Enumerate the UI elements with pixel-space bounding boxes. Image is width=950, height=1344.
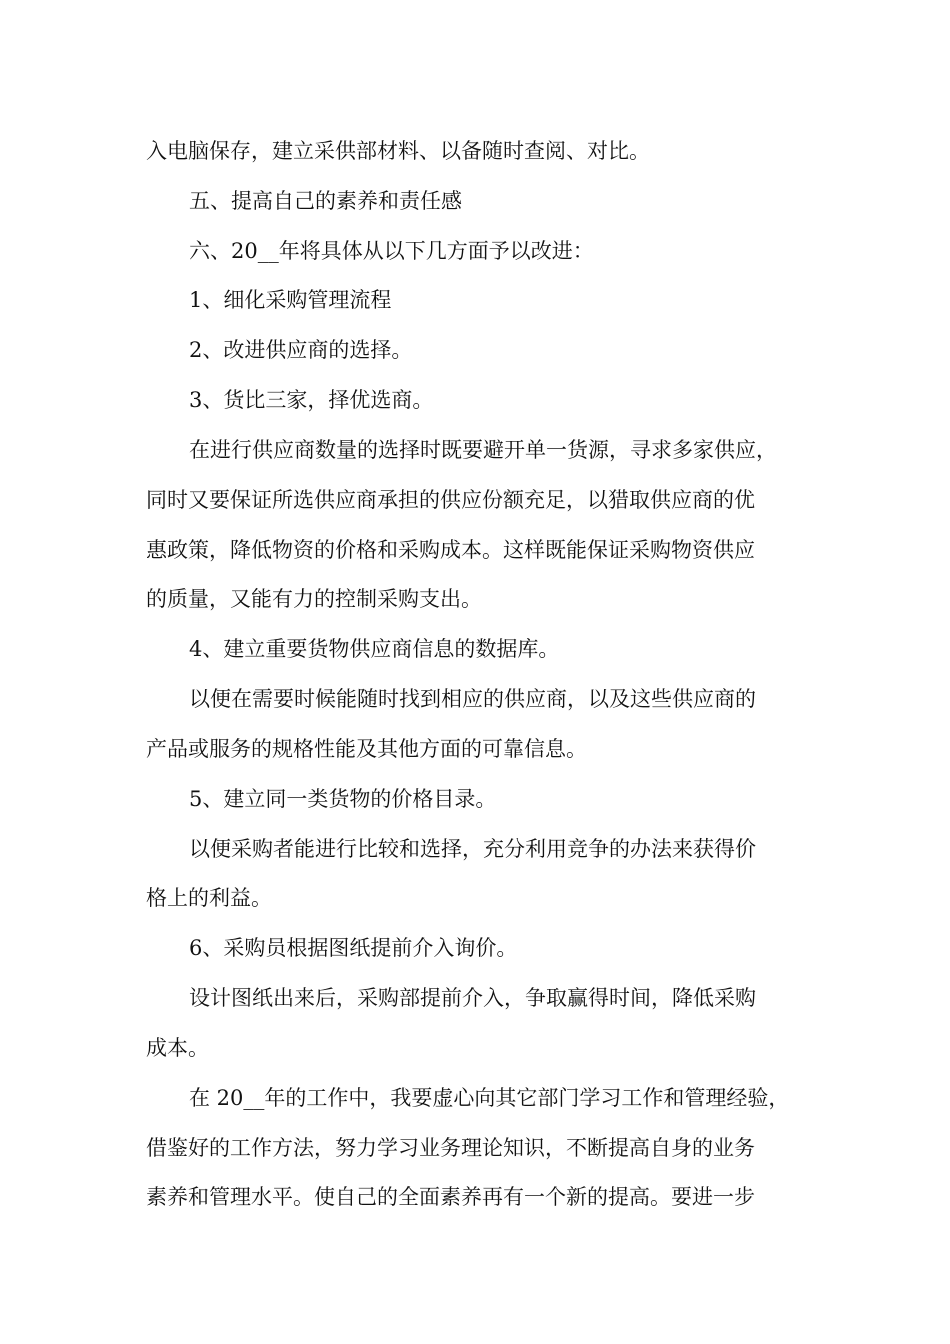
list-item: 6、采购员根据图纸提前介入询价。 xyxy=(189,936,518,960)
text-line: 产品或服务的规格性能及其他方面的可靠信息。 xyxy=(146,737,587,761)
text-line: 以便在需要时候能随时找到相应的供应商，以及这些供应商的 xyxy=(189,687,756,711)
text-line: 以便采购者能进行比较和选择，充分利用竞争的办法来获得价 xyxy=(189,837,756,861)
list-item: 1、细化采购管理流程 xyxy=(189,288,392,312)
text-line: 借鉴好的工作方法，努力学习业务理论知识，不断提高自身的业务 xyxy=(146,1136,755,1160)
text-line: 格上的利益。 xyxy=(146,886,272,910)
list-item: 4、建立重要货物供应商信息的数据库。 xyxy=(189,637,560,661)
text-line: 入电脑保存，建立采供部材料、以备随时查阅、对比。 xyxy=(146,139,650,163)
heading-line: 五、提高自己的素养和责任感 xyxy=(189,189,462,213)
text-line: 素养和管理水平。使自己的全面素养再有一个新的提高。要进一步 xyxy=(146,1185,755,1209)
text-line: 在 20__年的工作中，我要虚心向其它部门学习工作和管理经验， xyxy=(189,1086,790,1110)
text-line: 的质量，又能有力的控制采购支出。 xyxy=(146,587,482,611)
list-item: 2、改进供应商的选择。 xyxy=(189,338,413,362)
list-item: 3、货比三家，择优选商。 xyxy=(189,388,434,412)
heading-line: 六、20__年将具体从以下几方面予以改进： xyxy=(189,239,594,263)
text-line: 成本。 xyxy=(146,1036,209,1060)
text-line: 同时又要保证所选供应商承担的供应份额充足，以猎取供应商的优 xyxy=(146,488,755,512)
text-line: 设计图纸出来后，采购部提前介入，争取赢得时间，降低采购 xyxy=(189,986,756,1010)
text-line: 在进行供应商数量的选择时既要避开单一货源，寻求多家供应， xyxy=(189,438,777,462)
text-line: 惠政策，降低物资的价格和采购成本。这样既能保证采购物资供应 xyxy=(146,538,755,562)
list-item: 5、建立同一类货物的价格目录。 xyxy=(189,787,497,811)
